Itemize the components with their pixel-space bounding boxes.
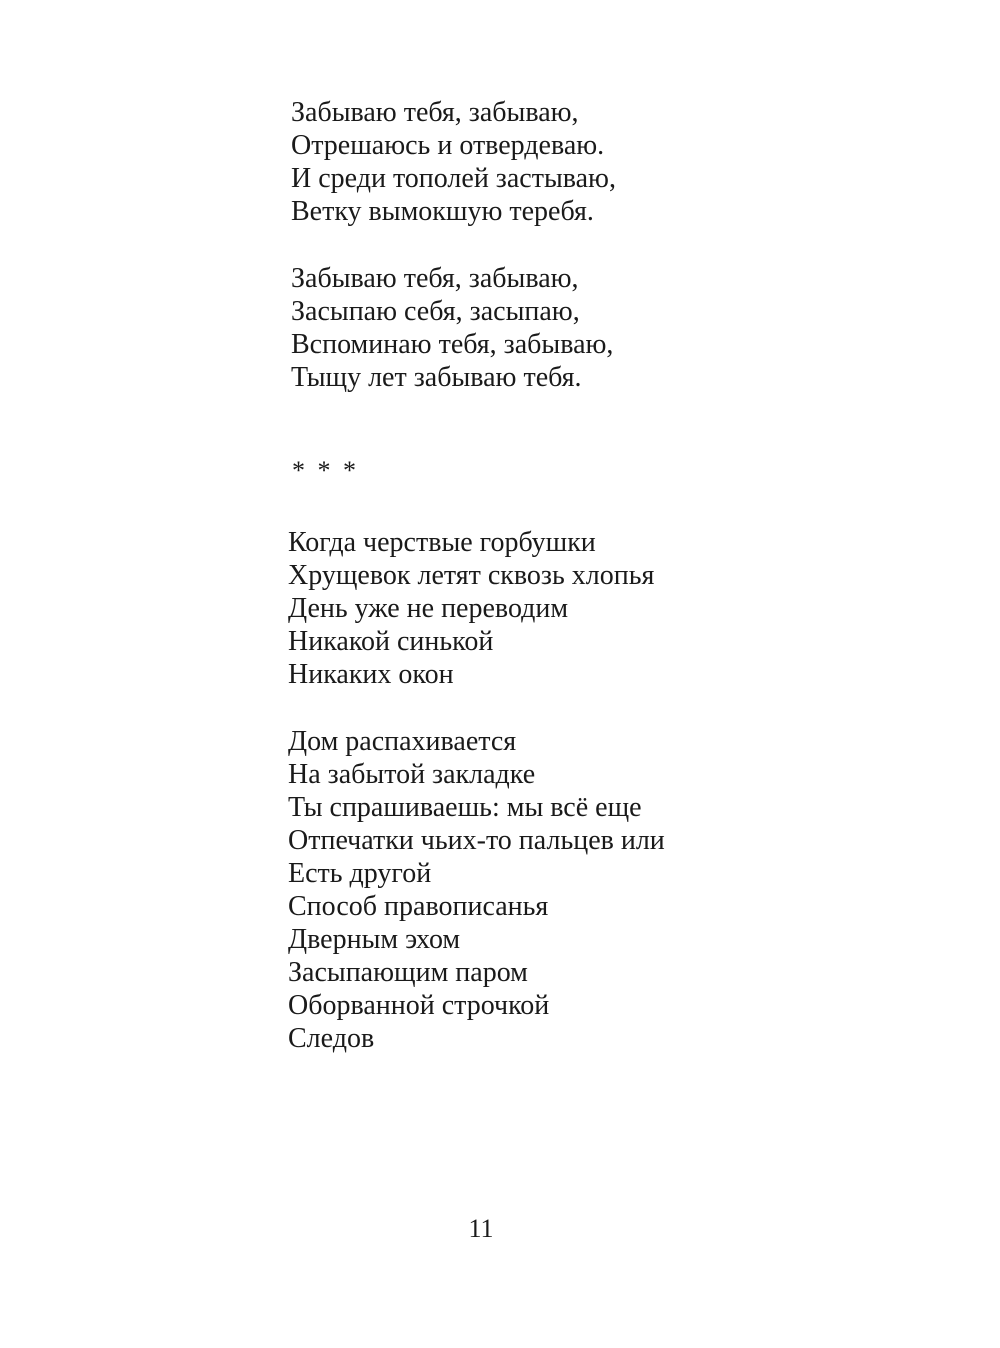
verse-line: Дом распахивается <box>288 726 517 757</box>
verse-line: Способ правописанья <box>288 891 549 922</box>
verse-line: Ты спрашиваешь: мы всё еще <box>288 792 642 823</box>
verse-line: Следов <box>288 1023 375 1054</box>
verse-line: Засыпаю себя, засыпаю, <box>291 296 580 327</box>
verse-line: Забываю тебя, забываю, <box>291 263 579 294</box>
verse-line: Когда черствые горбушки <box>288 527 596 558</box>
poem-1-stanza-2 <box>291 262 613 394</box>
poem-2-stanza-2 <box>288 725 665 1055</box>
verse-line: Отпечатки чьих-то пальцев или <box>288 825 665 856</box>
verse-line: Никаких окон <box>288 659 454 690</box>
verse-line: Засыпающим паром <box>288 957 528 988</box>
verse-line: Оборванной строчкой <box>288 990 550 1021</box>
poem-1-stanza-1 <box>291 96 616 228</box>
verse-line: Никакой синькой <box>288 626 494 657</box>
verse-line: Вспоминаю тебя, забываю, <box>291 329 614 360</box>
poem-2-stanza-1 <box>288 526 654 691</box>
verse-line: И среди тополей застываю, <box>291 163 616 194</box>
verse-line: Есть другой <box>288 858 432 889</box>
page-number: 11 <box>468 1214 494 1243</box>
verse-line: Дверным эхом <box>288 924 461 955</box>
verse-line: На забытой закладке <box>288 759 536 790</box>
verse-line: Тыщу лет забываю тебя. <box>291 362 582 393</box>
poem-separator: * * * <box>292 456 359 485</box>
verse-line: Отрешаюсь и отвердеваю. <box>291 130 605 161</box>
verse-line: Хрущевок летят сквозь хлопья <box>288 560 655 591</box>
verse-line: День уже не переводим <box>288 593 569 624</box>
verse-line: Забываю тебя, забываю, <box>291 97 579 128</box>
verse-line: Ветку вымокшую теребя. <box>291 196 594 227</box>
